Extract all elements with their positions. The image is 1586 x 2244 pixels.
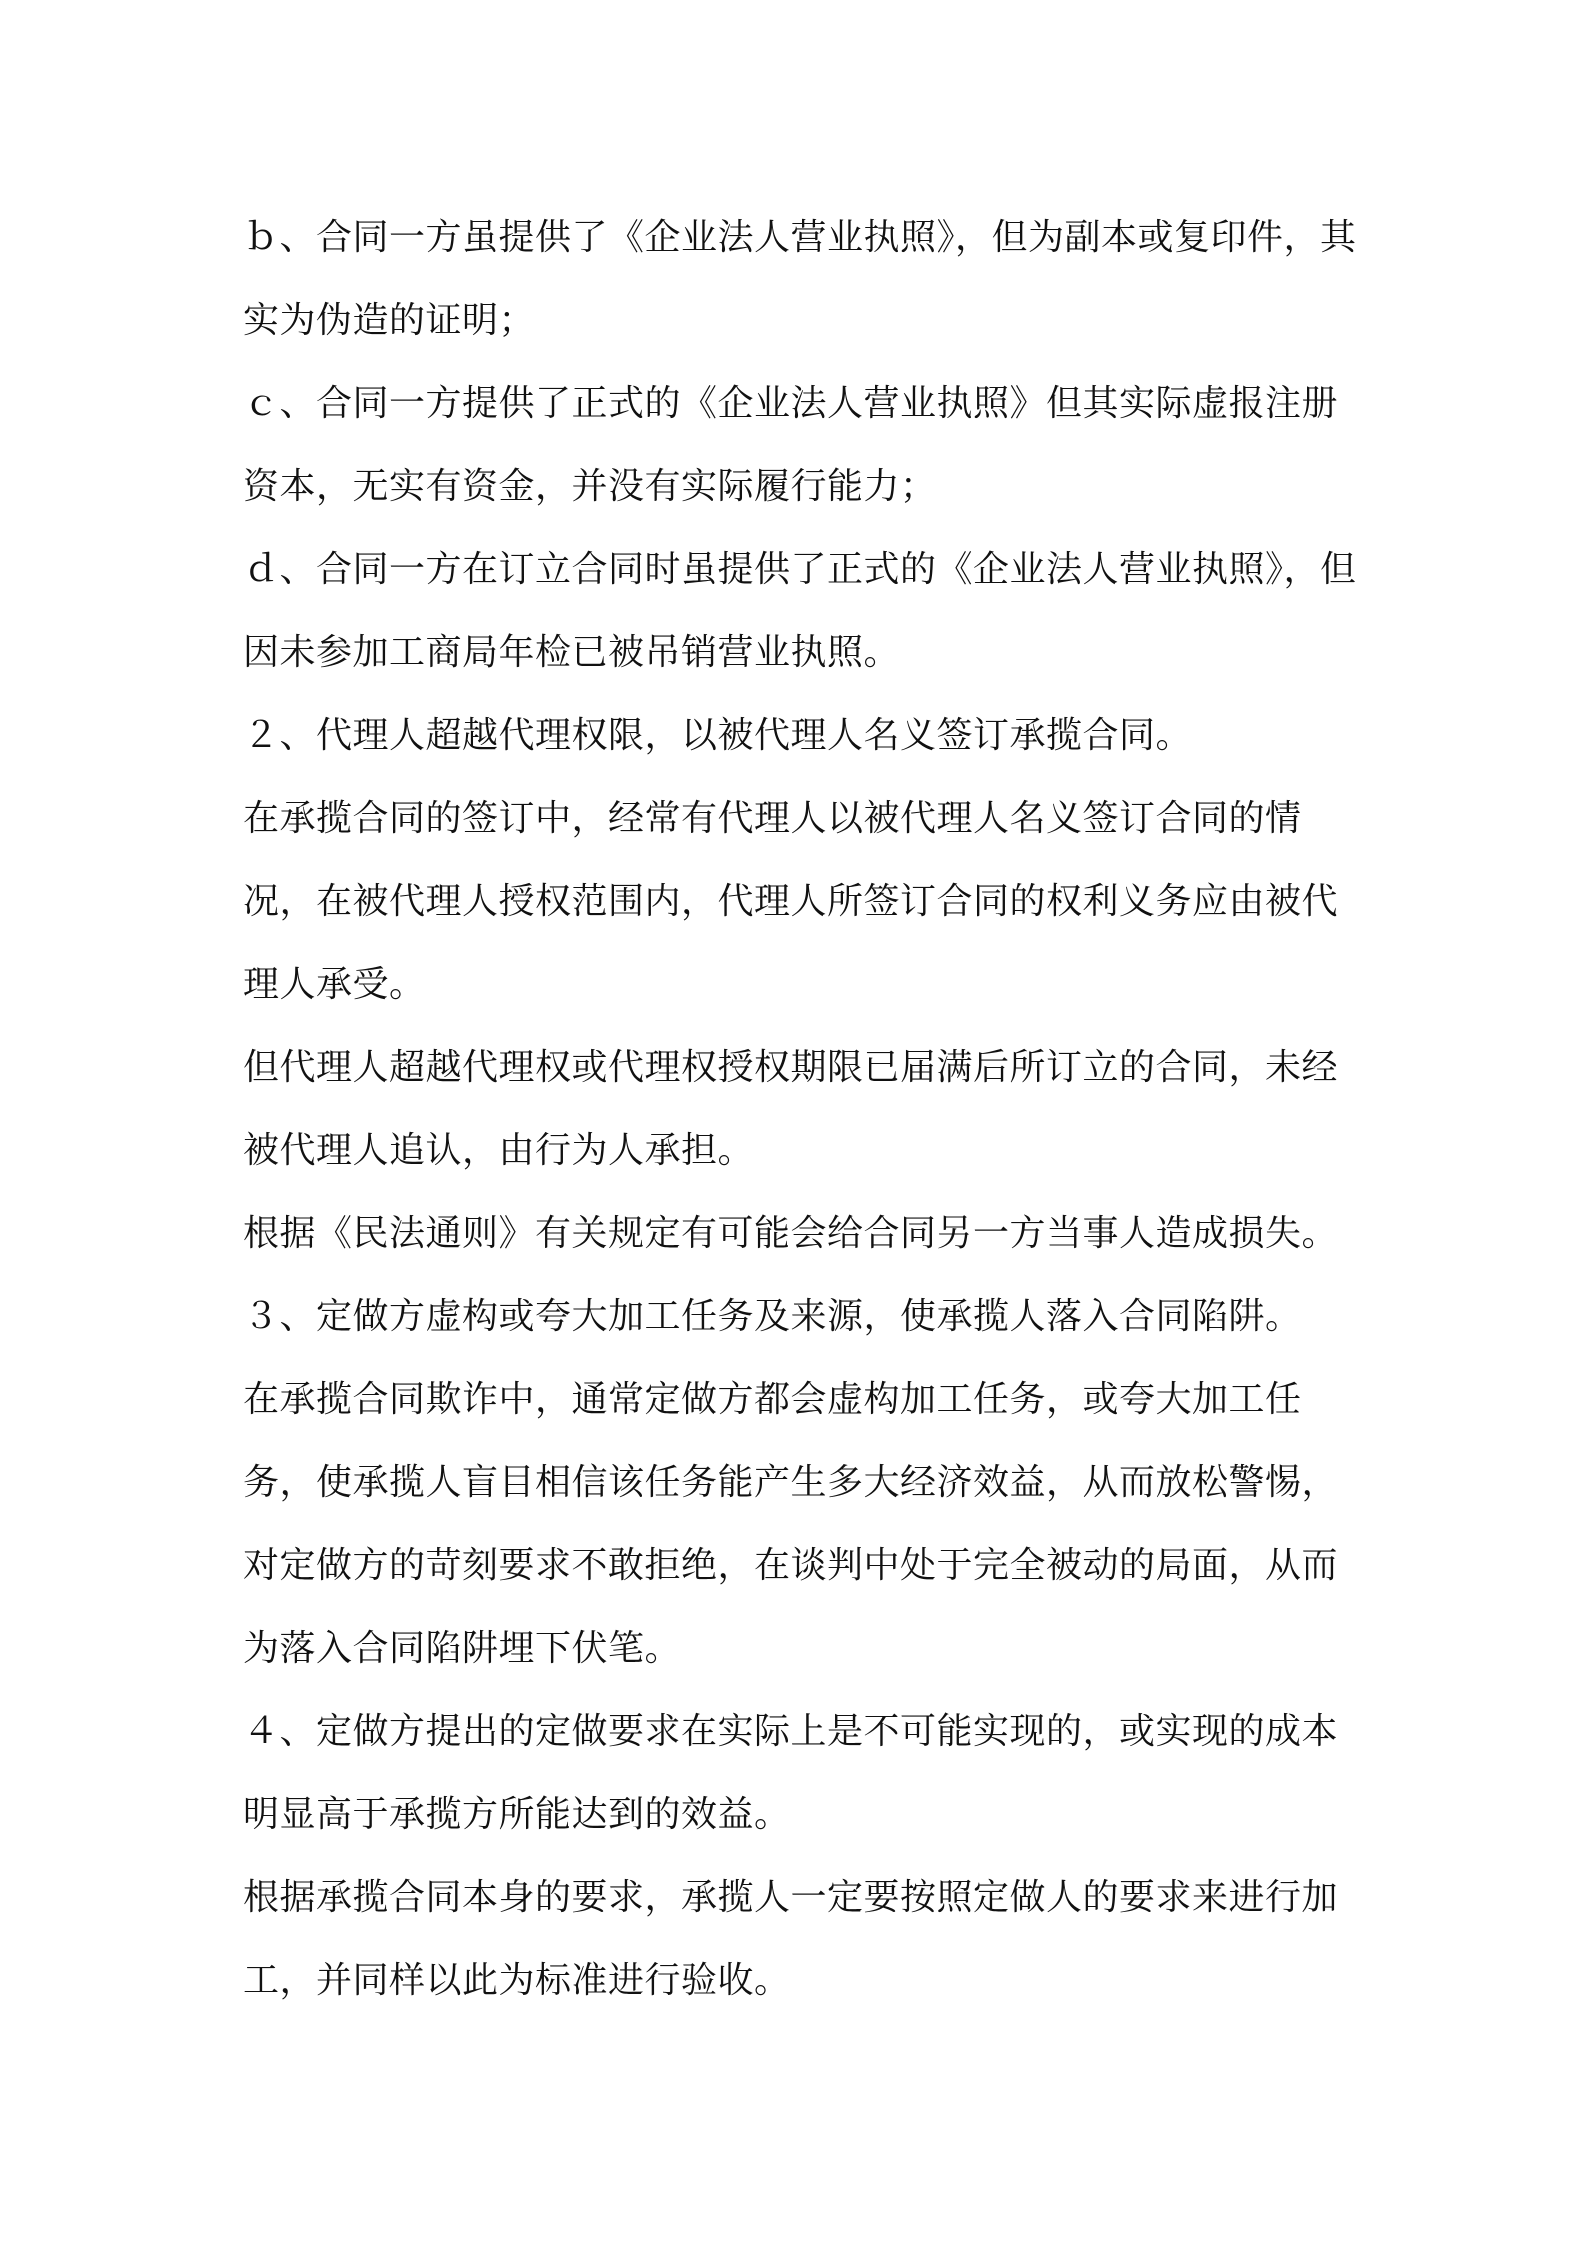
- paragraph-heading-2: ２、代理人超越代理权限，以被代理人名义签订承揽合同。: [243, 715, 1193, 756]
- paragraph-heading-4: ４、定做方提出的定做要求在实际上是不可能实现的，或实现的成本明显高于承揽方所能达到的效益。: [243, 1711, 1339, 1835]
- paragraph-agent-authority: 在承揽合同的签订中，经常有代理人以被代理人名义签订合同的情况，在被代理人授权范围内，代理人所签订合同的权利义务应由被代理人承受。: [243, 798, 1339, 1005]
- paragraph-item-c: ｃ、合同一方提供了正式的《企业法人营业执照》但其实际虚报注册资本，无实有资金，并没有实际履行能力；: [243, 383, 1339, 507]
- paragraph-item-d: ｄ、合同一方在订立合同时虽提供了正式的《企业法人营业执照》，但因未参加工商局年检已被吊销营业执照。: [243, 549, 1357, 673]
- paragraph-heading-3: ３、定做方虚构或夸大加工任务及来源，使承揽人落入合同陷阱。: [243, 1296, 1302, 1337]
- paragraph-item-b: ｂ、合同一方虽提供了《企业法人营业执照》，但为副本或复印件，其实为伪造的证明；: [243, 217, 1357, 341]
- paragraph-agent-overreach: 但代理人超越代理权或代理权授权期限已届满后所订立的合同，未经被代理人追认，由行为人承担。: [243, 1047, 1339, 1171]
- paragraph-acceptance: 根据承揽合同本身的要求，承揽人一定要按照定做人的要求来进行加工，并同样以此为标准进行验收。: [243, 1877, 1339, 2001]
- paragraph-civil-law: 根据《民法通则》有关规定有可能会给合同另一方当事人造成损失。: [243, 1213, 1339, 1254]
- paragraph-fraud-tasks: 在承揽合同欺诈中，通常定做方都会虚构加工任务，或夸大加工任务，使承揽人盲目相信该任务能产生多大经济效益，从而放松警惕，对定做方的苛刻要求不敢拒绝，在谈判中处于完全被动的局面，从而为落入合同陷阱埋下伏笔。: [243, 1379, 1339, 1669]
- document-body: [243, 196, 1363, 2022]
